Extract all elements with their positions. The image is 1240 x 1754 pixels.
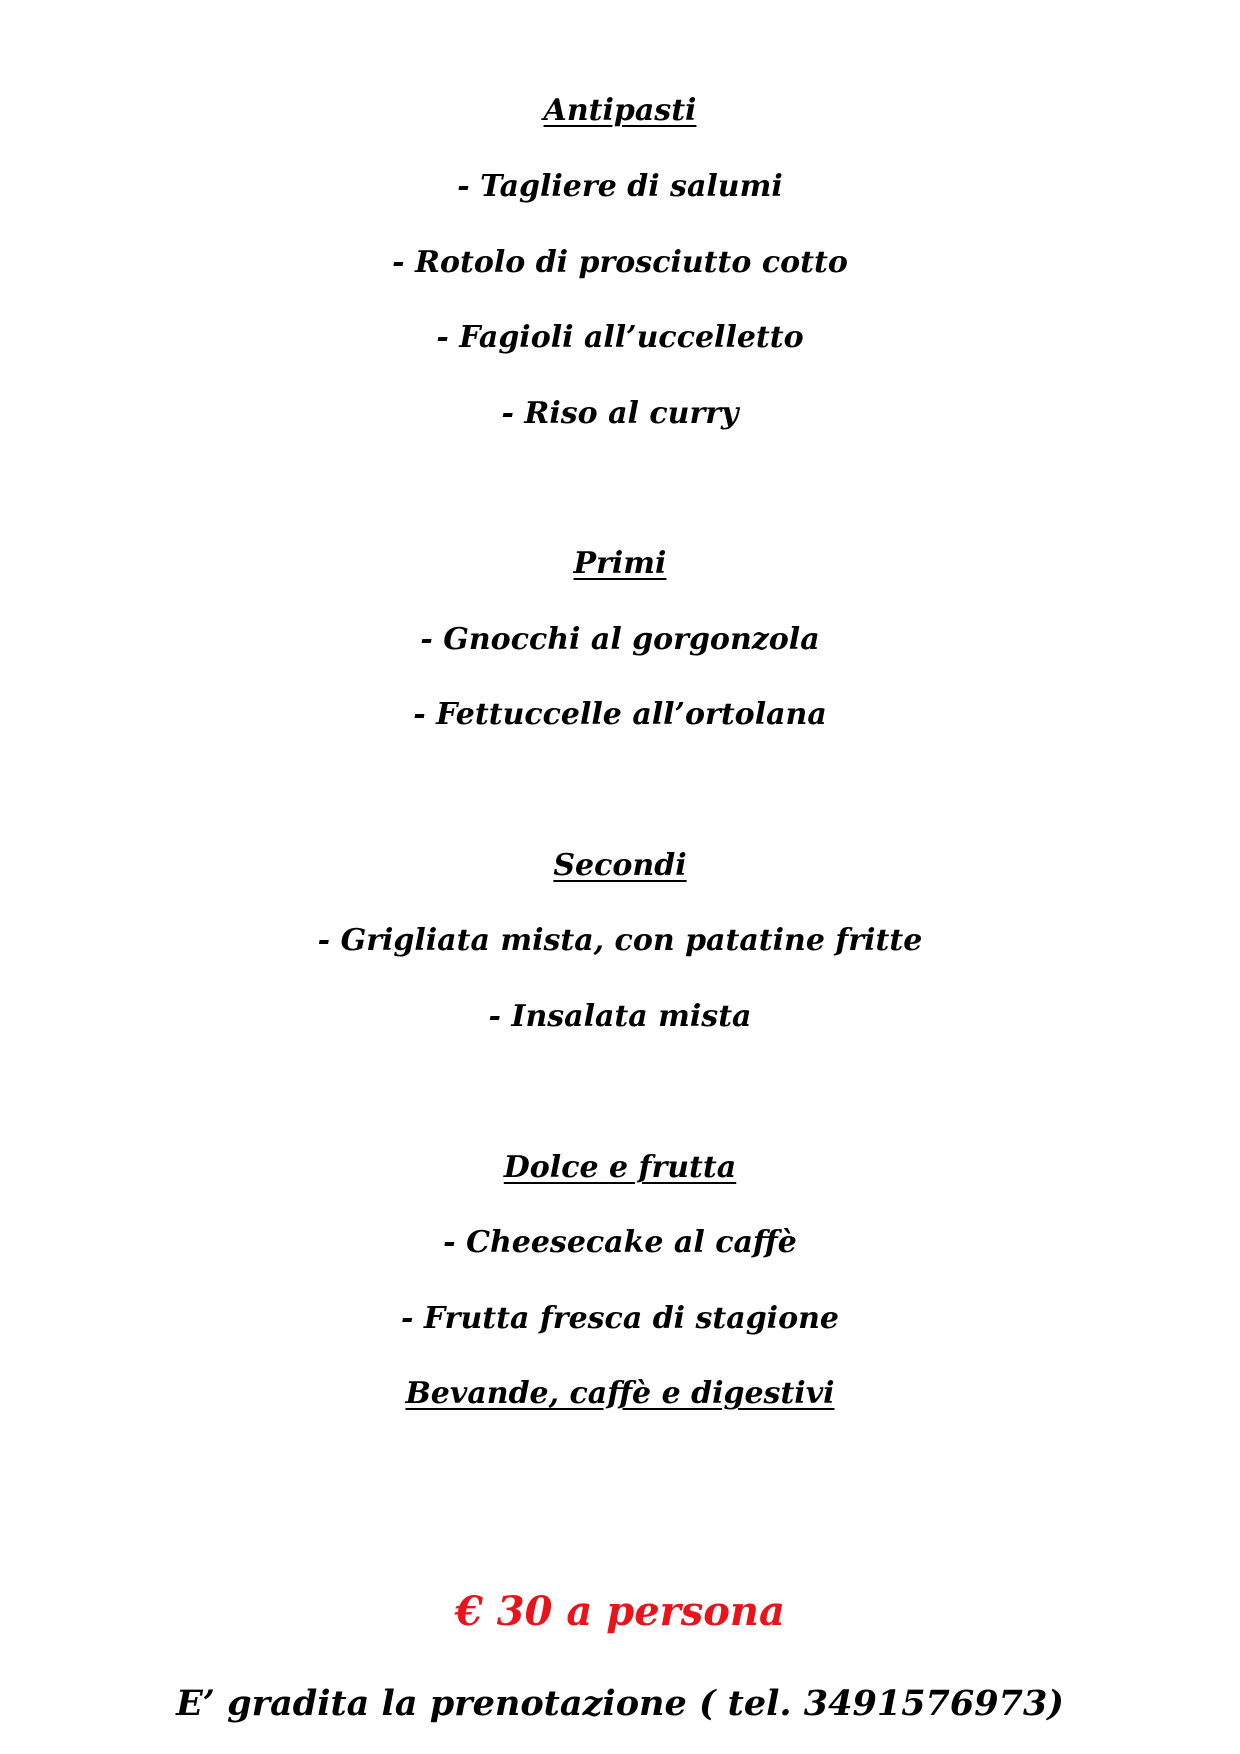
section-title-secondi: Secondi (553, 848, 687, 883)
menu-item: - Riso al curry (501, 396, 739, 431)
menu-item: - Fettuccelle all’ortolana (413, 697, 827, 732)
section-title-dolce-e-frutta: Dolce e frutta (503, 1150, 737, 1185)
menu-item: - Grigliata mista, con patatine fritte (317, 923, 923, 958)
menu-item: - Tagliere di salumi (457, 169, 783, 204)
menu-item: - Cheesecake al caffè (443, 1225, 797, 1260)
menu-item: - Insalata mista (488, 999, 752, 1034)
section-title-antipasti: Antipasti (543, 93, 697, 128)
price-per-person: € 30 a persona (455, 1588, 785, 1635)
menu-item: - Frutta fresca di stagione (400, 1301, 839, 1336)
booking-note: E’ gradita la prenotazione ( tel. 3491576973) (176, 1683, 1064, 1724)
drinks-note: Bevande, caffè e digestivi (405, 1376, 835, 1411)
section-title-primi: Primi (573, 546, 667, 581)
menu-item: - Gnocchi al gorgonzola (420, 622, 820, 657)
menu-item: - Fagioli all’uccelletto (436, 320, 804, 355)
menu-item: - Rotolo di prosciutto cotto (392, 245, 848, 280)
